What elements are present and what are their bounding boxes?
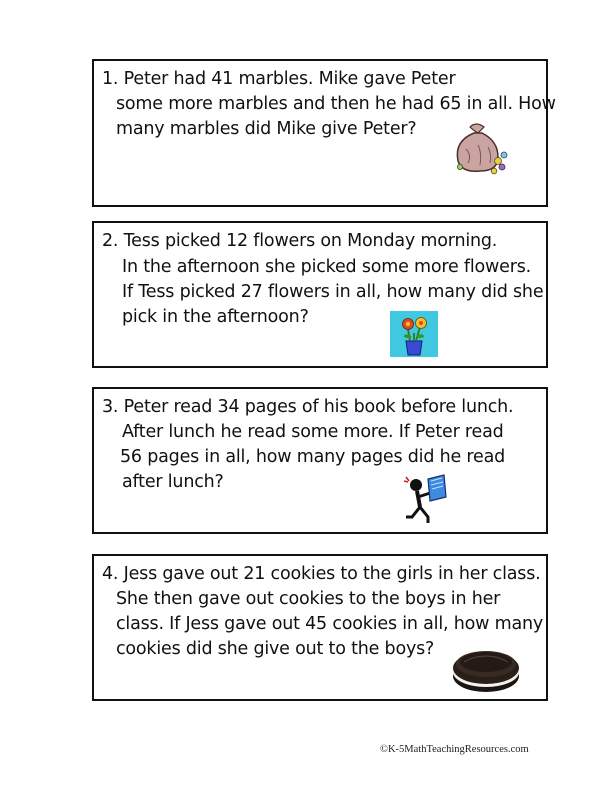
problem-card-1 [92, 59, 556, 207]
problem-2-line-3: If Tess picked 27 flowers in all, how many did she [122, 282, 544, 302]
cookie-icon [450, 642, 522, 696]
problem-card-3 [92, 387, 548, 534]
problem-4-line-1: 4. Jess gave out 21 cookies to the girls in her class. [102, 564, 541, 584]
problem-2-line-4: pick in the afternoon? [122, 307, 309, 327]
problem-4-line-3: class. If Jess gave out 45 cookies in all, how many [116, 614, 544, 634]
marble-bag-icon [448, 119, 512, 177]
problem-1-line-1: 1. Peter had 41 marbles. Mike gave Peter [102, 69, 456, 89]
reading-figure-icon [400, 473, 450, 529]
problem-4-line-4: cookies did she give out to the boys? [116, 639, 435, 659]
problem-4-line-2: She then gave out cookies to the boys in her [116, 589, 501, 609]
problem-3-line-1: 3. Peter read 34 pages of his book before lunch. [102, 397, 514, 417]
copyright-footer: ©K-5MathTeachingResources.com [380, 744, 529, 755]
problem-3-line-2: After lunch he read some more. If Peter read [122, 422, 504, 442]
problem-2-line-1: 2. Tess picked 12 flowers on Monday morning. [102, 231, 498, 251]
problem-card-2 [92, 221, 548, 368]
problem-2-line-2: In the afternoon she picked some more flowers. [122, 257, 532, 277]
problem-1-line-3: many marbles did Mike give Peter? [116, 119, 417, 139]
problem-3-line-3: 56 pages in all, how many pages did he read [120, 447, 506, 467]
problem-3-line-4: after lunch? [122, 472, 224, 492]
problem-card-4 [92, 554, 548, 701]
problem-1-line-2: some more marbles and then he had 65 in all. How [116, 94, 556, 114]
flower-pot-icon [390, 311, 438, 357]
